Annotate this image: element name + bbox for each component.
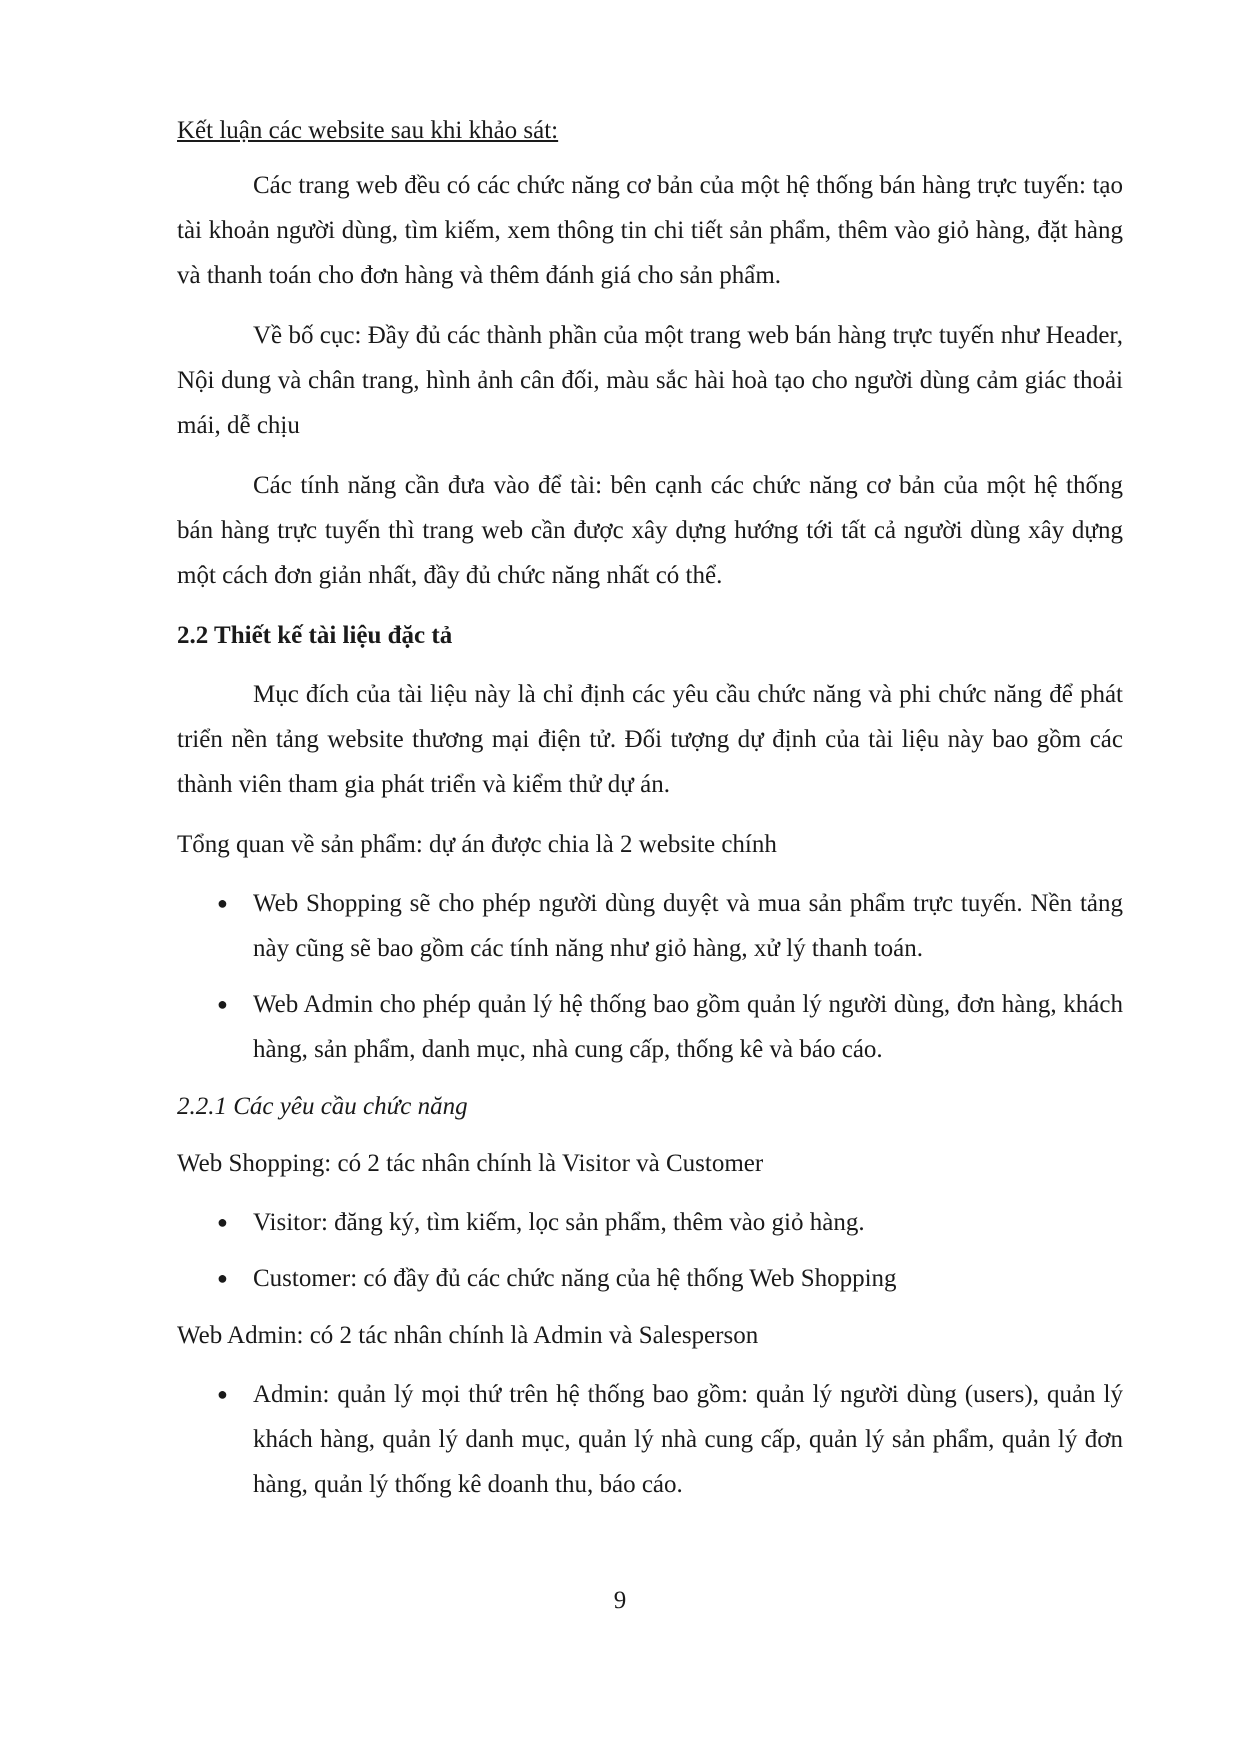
subsection-heading: 2.2.1 Các yêu cầu chức năng bbox=[177, 1093, 468, 1120]
list-item-text: Admin: quản lý mọi thứ trên hệ thống bao gồm: quản lý người dùng (users), quản lý khách hàng, quản lý danh mục, quản lý nhà cung cấp, quản lý sản phẩm, quản lý đơn hàng, quản lý thống kê doanh thu, báo cáo. bbox=[253, 1381, 1123, 1498]
list-item-text: Visitor: đăng ký, tìm kiếm, lọc sản phẩm, thêm vào giỏ hàng. bbox=[253, 1209, 865, 1236]
page-number: 9 bbox=[613, 1587, 627, 1614]
list-item-text: Web Admin cho phép quản lý hệ thống bao gồm quản lý người dùng, đơn hàng, khách hàng, sản phẩm, danh mục, nhà cung cấp, thống kê và báo cáo. bbox=[253, 991, 1123, 1063]
bullet-icon: ● bbox=[217, 1384, 228, 1404]
list-item-text: Customer: có đầy đủ các chức năng của hệ thống Web Shopping bbox=[253, 1265, 897, 1292]
list-item bbox=[177, 1372, 1123, 1507]
paragraph-purpose: Mục đích của tài liệu này là chỉ định các yêu cầu chức năng và phi chức năng để phát triển nền tảng website thương mại điện tử. Đối tượng dự định của tài liệu này bao gồm các thành viên tham gia phát triển và kiểm thử dự án. bbox=[177, 681, 1123, 798]
shopping-intro: Web Shopping: có 2 tác nhân chính là Visitor và Customer bbox=[177, 1150, 764, 1177]
list-item bbox=[177, 881, 1123, 971]
bullet-icon: ● bbox=[217, 994, 228, 1014]
bullet-icon: ● bbox=[217, 1268, 228, 1288]
list-item bbox=[177, 982, 1123, 1072]
section-heading: 2.2 Thiết kế tài liệu đặc tả bbox=[177, 622, 453, 649]
paragraph-features: Các trang web đều có các chức năng cơ bản của một hệ thống bán hàng trực tuyến: tạo tài khoản người dùng, tìm kiếm, xem thông tin chi tiết sản phẩm, thêm vào giỏ hàng, đặt hàng và thanh toán cho đơn hàng và thêm đánh giá cho sản phẩm. bbox=[177, 172, 1123, 289]
list-item bbox=[177, 1256, 1123, 1301]
admin-actor-list bbox=[177, 1372, 1123, 1507]
list-item bbox=[177, 1200, 1123, 1245]
document-page bbox=[177, 108, 1123, 1519]
bullet-icon: ● bbox=[217, 893, 228, 913]
list-item-text: Web Shopping sẽ cho phép người dùng duyệt và mua sản phẩm trực tuyến. Nền tảng này cũng sẽ bao gồm các tính năng như giỏ hàng, xử lý thanh toán. bbox=[253, 890, 1123, 962]
admin-intro: Web Admin: có 2 tác nhân chính là Admin và Salesperson bbox=[177, 1322, 759, 1349]
bullet-icon: ● bbox=[217, 1212, 228, 1232]
paragraph-required-features: Các tính năng cần đưa vào để tài: bên cạnh các chức năng cơ bản của một hệ thống bán hàng trực tuyến thì trang web cần được xây dựng hướng tới tất cả người dùng xây dựng một cách đơn giản nhất, đầy đủ chức năng nhất có thể. bbox=[177, 472, 1123, 589]
overview-text: Tổng quan về sản phẩm: dự án được chia là 2 website chính bbox=[177, 831, 777, 858]
shopping-actor-list bbox=[177, 1200, 1123, 1301]
conclusion-heading: Kết luận các website sau khi khảo sát: bbox=[177, 117, 559, 144]
overview-list bbox=[177, 881, 1123, 1072]
paragraph-layout: Về bố cục: Đầy đủ các thành phần của một trang web bán hàng trực tuyến như Header, Nội dung và chân trang, hình ảnh cân đối, màu sắc hài hoà tạo cho người dùng cảm giác thoải mái, dễ chịu bbox=[177, 322, 1123, 439]
